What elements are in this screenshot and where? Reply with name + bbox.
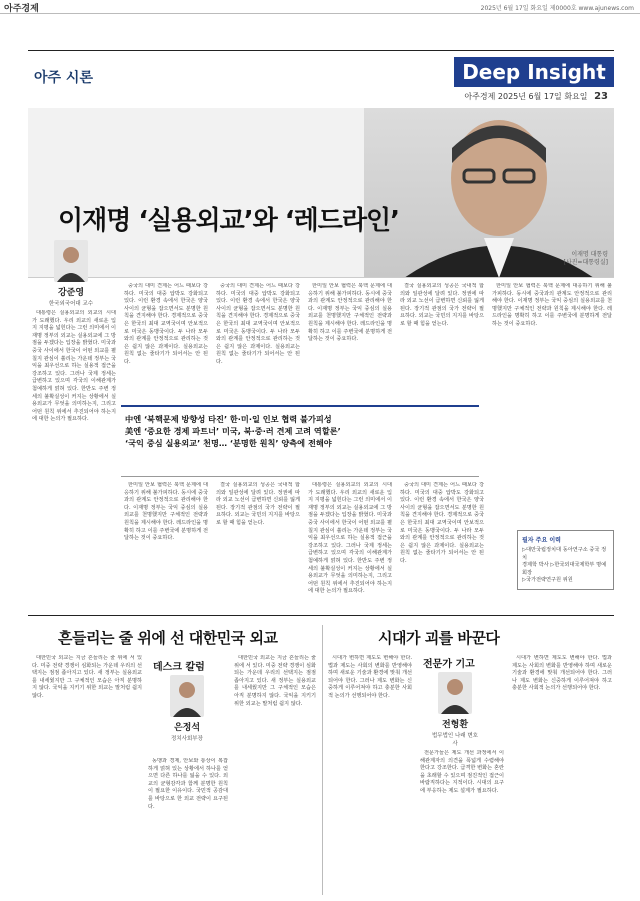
right-column-text-3	[512, 655, 612, 895]
author-role: 법무법인 나래 변호사	[431, 733, 478, 747]
main-author	[46, 240, 96, 307]
issue-date: 2025년 6월 17일 화요일	[497, 92, 588, 101]
right-column-text-1	[328, 655, 412, 895]
paragraph: 중국의 대미 견제는 어느 때보다 강하다. 미국의 대중 압박도 강화되고 있다. 이런 환경 속에서 한국은 양국 사이의 균형을 잡으면서도 분명한 원칙을 견지해야 한다. 경제적으로 중국은 한국의 최대 교역국이며 안보적으로 미국은 동맹국이다. 두 나라 모두와의 관계를 안정적으로 관리하는 것은 쉽지 않은 과제이다. 실용외교는 원칙 없는 줄타기가 되어서는 안 된다.	[400, 482, 484, 564]
left-author	[162, 675, 212, 742]
author-name: 은정석	[173, 723, 201, 733]
article-column-1	[32, 310, 116, 605]
article-column-4	[308, 283, 392, 403]
page-number: 23	[594, 91, 608, 102]
section-divider	[28, 615, 614, 616]
page-sheet	[28, 50, 614, 900]
bio-line: ▷대만국립정치대 동아연구소 중국 정치	[522, 547, 607, 561]
paragraph: 중국의 대미 견제는 어느 때보다 강하다. 미국의 대중 압박도 강화되고 있다. 이런 환경 속에서 한국은 양국 사이의 균형을 잡으면서도 분명한 원칙을 견지해야 한다. 경제적으로 중국은 한국의 최대 교역국이며 안보적으로 미국은 동맹국이다. 두 나라 모두와의 관계를 안정적으로 관리하는 것은 쉽지 않은 과제이다. 실용외교는 원칙 없는 줄타기가 되어서는 안 된다.	[124, 283, 208, 365]
paragraph: 시대가 변하면 제도도 변해야 한다. 법과 제도는 사회의 변화를 반영해야 하며 새로운 기술과 환경에 맞춰 개선되어야 한다. 그러나 제도 변화는 신중하게 이루어져야 하고 충분한 사회적 논의가 선행되어야 한다.	[328, 655, 412, 699]
paragraph: 대한민국 외교는 지금 흔들리는 줄 위에 서 있다. 미중 전략 경쟁이 심화되는 가운데 우리의 선택지는 점점 좁아지고 있다. 새 정부는 실용외교를 내세웠지만 그 구체적인 모습은 아직 분명하지 않다. 국익을 지키기 위한 외교는 말처럼 쉽지 않다.	[234, 655, 316, 707]
masthead-brand: 아주경제	[4, 4, 39, 14]
person-avatar-icon	[54, 240, 88, 282]
headline: 이재명 ‘실용외교’와 ‘레드라인’	[58, 206, 400, 236]
paragraph: 전문가들은 제도 개선 과정에서 이해관계자의 의견을 폭넓게 수렴해야 한다고 강조한다. 급격한 변화는 혼란을 초래할 수 있으며 점진적인 접근이 바람직하다는 지적이다. 시대의 요구에 부응하는 제도 설계가 필요하다.	[420, 750, 504, 794]
column-divider	[322, 625, 323, 895]
publication-info	[464, 91, 608, 102]
paragraph: 대통령은 실용외교의 외교의 시대가 도래했다. 우리 외교의 새로운 입지 지평을 넓힌다는 그런 의미에서 이재명 정부의 외교는 실용외교에 그 방점을 두겠다는 입장을 밝혔다. 미국과 중국 사이에서 한국이 어떤 외교를 펼칠지 관심이 쏠리는 가운데 정부는 국익을 최우선으로 하는 실용적 접근을 강조하고 있다. 그러나 국제 정세는 급변하고 있으며 각국의 이해관계가 첨예하게 얽혀 있다. 한반도 주변 정세의 불확실성이 커지는 상황에서 실용외교가 무엇을 의미하는지, 그리고 어떤 원칙 위에서 추진되어야 하는지에 대한 논의가 필요하다.	[32, 310, 116, 423]
photo-caption	[564, 251, 609, 267]
bio-line: ▷국가전략연구원 위원	[522, 577, 573, 583]
paragraph: 동맹과 경제, 안보와 통상이 복잡하게 얽혀 있는 상황에서 하나를 얻으면 다른 하나를 잃을 수 있다. 외교의 균형감각과 함께 분명한 원칙이 필요한 이유이다. 국민적 공감대를 바탕으로 한 외교 전략이 요구된다.	[148, 758, 228, 810]
author-name: 강준영	[57, 288, 85, 298]
paragraph: 대한민국 외교는 지금 흔들리는 줄 위에 서 있다. 미중 전략 경쟁이 심화되는 가운데 우리의 선택지는 점점 좁아지고 있다. 새 정부는 실용외교를 내세웠지만 그 구체적인 모습은 아직 분명하지 않다. 국익을 지키기 위한 외교는 말처럼 쉽지 않다.	[32, 655, 142, 699]
caption-name: 이재명 대통령	[571, 251, 608, 258]
article-column-2	[124, 283, 208, 403]
bio-title: 필자 주요 이력	[522, 537, 561, 544]
pull-quote-line: ‘국익 중심 실용외교’ 천명… ‘분명한 원칙’ 양측에 전해야	[125, 438, 332, 448]
article-column-5	[400, 283, 484, 403]
paragraph: 대통령은 실용외교의 외교의 시대가 도래했다. 우리 외교의 새로운 입지 지평을 넓힌다는 그런 의미에서 이재명 정부의 외교는 실용외교에 그 방점을 두겠다는 입장을 밝혔다. 미국과 중국 사이에서 한국이 어떤 외교를 펼칠지 관심이 쏠리는 가운데 정부는 국익을 최우선으로 하는 실용적 접근을 강조하고 있다. 그러나 국제 정세는 급변하고 있으며 각국의 이해관계가 첨예하게 얽혀 있다. 한반도 주변 정세의 불확실성이 커지는 상황에서 실용외교가 무엇을 의미하는지, 그리고 어떤 원칙 위에서 추진되어야 하는지에 대한 논의가 필요하다.	[308, 482, 392, 595]
paragraph: 중국의 대미 견제는 어느 때보다 강하다. 미국의 대중 압박도 강화되고 있다. 이런 환경 속에서 한국은 양국 사이의 균형을 잡으면서도 분명한 원칙을 견지해야 한다. 경제적으로 중국은 한국의 최대 교역국이며 안보적으로 미국은 동맹국이다. 두 나라 모두와의 관계를 안정적으로 관리하는 것은 쉽지 않은 과제이다. 실용외교는 원칙 없는 줄타기가 되어서는 안 된다.	[216, 283, 300, 365]
paragraph: 결국 실용외교의 성공은 국내적 합의와 일관성에 달려 있다. 정권에 따라 외교 노선이 급변하면 신뢰를 잃게 된다. 장기적 관점의 국가 전략이 필요하다. 외교는 국민의 지지를 바탕으로 할 때 힘을 얻는다.	[400, 283, 484, 327]
paragraph: 한미일 안보 협력은 북핵 문제에 대응하기 위해 불가피하다. 동시에 중국과의 관계도 안정적으로 관리해야 한다. 이재명 정부는 국익 중심의 실용외교를 천명했지만 구체적인 전략과 원칙을 제시해야 한다. 레드라인을 명확히 하고 이를 주변국에 분명하게 전달하는 것이 중요하다.	[308, 283, 392, 343]
author-role: 정치사회부장	[171, 736, 203, 742]
article-column-3b	[216, 482, 300, 605]
paragraph: 한미일 안보 협력은 북핵 문제에 대응하기 위해 불가피하다. 동시에 중국과의 관계도 안정적으로 관리해야 한다. 이재명 정부는 국익 중심의 실용외교를 천명했지만 구체적인 전략과 원칙을 제시해야 한다. 레드라인을 명확히 하고 이를 주변국에 분명하게 전달하는 것이 중요하다.	[124, 482, 208, 542]
right-column-label: 전문가 기고	[423, 659, 475, 670]
deep-insight-badge: Deep Insight	[454, 57, 614, 87]
masthead-meta: 2025년 6월 17일 화요일 제0000호 www.ajunews.com	[480, 5, 634, 12]
page-header	[28, 50, 614, 107]
right-author	[430, 672, 480, 747]
author-name: 전형환	[441, 720, 469, 730]
left-section-title: 흔들리는 줄 위에 선 대한민국 외교	[58, 629, 278, 647]
article-column-5b	[400, 482, 484, 605]
bio-line: 경제학 박사 ▷한국외대국제학부 명예회장	[522, 562, 607, 576]
right-column-text-2	[420, 750, 504, 895]
paper-name: 아주경제	[464, 92, 496, 101]
article-column-6	[492, 283, 612, 523]
section-title: 아주 시론	[34, 70, 93, 86]
hero-banner	[28, 108, 614, 278]
article-column-3	[216, 283, 300, 403]
pull-quote	[121, 405, 479, 477]
left-column-text-3	[234, 655, 316, 895]
caption-credit: [사진=대통령실]	[563, 259, 608, 266]
left-column-text-2	[148, 758, 228, 895]
author-bio-box	[517, 530, 614, 590]
pull-quote-line: 中엔 ‘북핵문제 방향성 타진’ 한·미·일 인보 협력 불가피성	[125, 414, 332, 424]
avatar	[54, 240, 88, 282]
avatar	[170, 675, 204, 717]
person-avatar-icon	[170, 675, 204, 717]
article-column-2b	[124, 482, 208, 605]
left-column-label: 데스크 칼럼	[153, 662, 205, 673]
paragraph: 시대가 변하면 제도도 변해야 한다. 법과 제도는 사회의 변화를 반영해야 하며 새로운 기술과 환경에 맞춰 개선되어야 한다. 그러나 제도 변화는 신중하게 이루어져야 하고 충분한 사회적 논의가 선행되어야 한다.	[512, 655, 612, 692]
person-avatar-icon	[438, 672, 472, 714]
paragraph: 결국 실용외교의 성공은 국내적 합의와 일관성에 달려 있다. 정권에 따라 외교 노선이 급변하면 신뢰를 잃게 된다. 장기적 관점의 국가 전략이 필요하다. 외교는 국민의 지지를 바탕으로 할 때 힘을 얻는다.	[216, 482, 300, 526]
pull-quote-line: 美엔 ‘중요한 경제 파트너’ 미국, 북·중·러 견제 고려 역할론’	[125, 426, 341, 436]
paragraph: 한미일 안보 협력은 북핵 문제에 대응하기 위해 불가피하다. 동시에 중국과의 관계도 안정적으로 관리해야 한다. 이재명 정부는 국익 중심의 실용외교를 천명했지만 구체적인 전략과 원칙을 제시해야 한다. 레드라인을 명확히 하고 이를 주변국에 분명하게 전달하는 것이 중요하다.	[492, 283, 612, 327]
article-column-4b	[308, 482, 392, 605]
right-section-title: 시대가 괴를 바꾼다	[378, 629, 500, 647]
top-bar	[0, 0, 640, 14]
avatar	[438, 672, 472, 714]
author-role: 한국외국어대 교수	[48, 301, 94, 307]
left-column-text-1	[32, 655, 142, 895]
